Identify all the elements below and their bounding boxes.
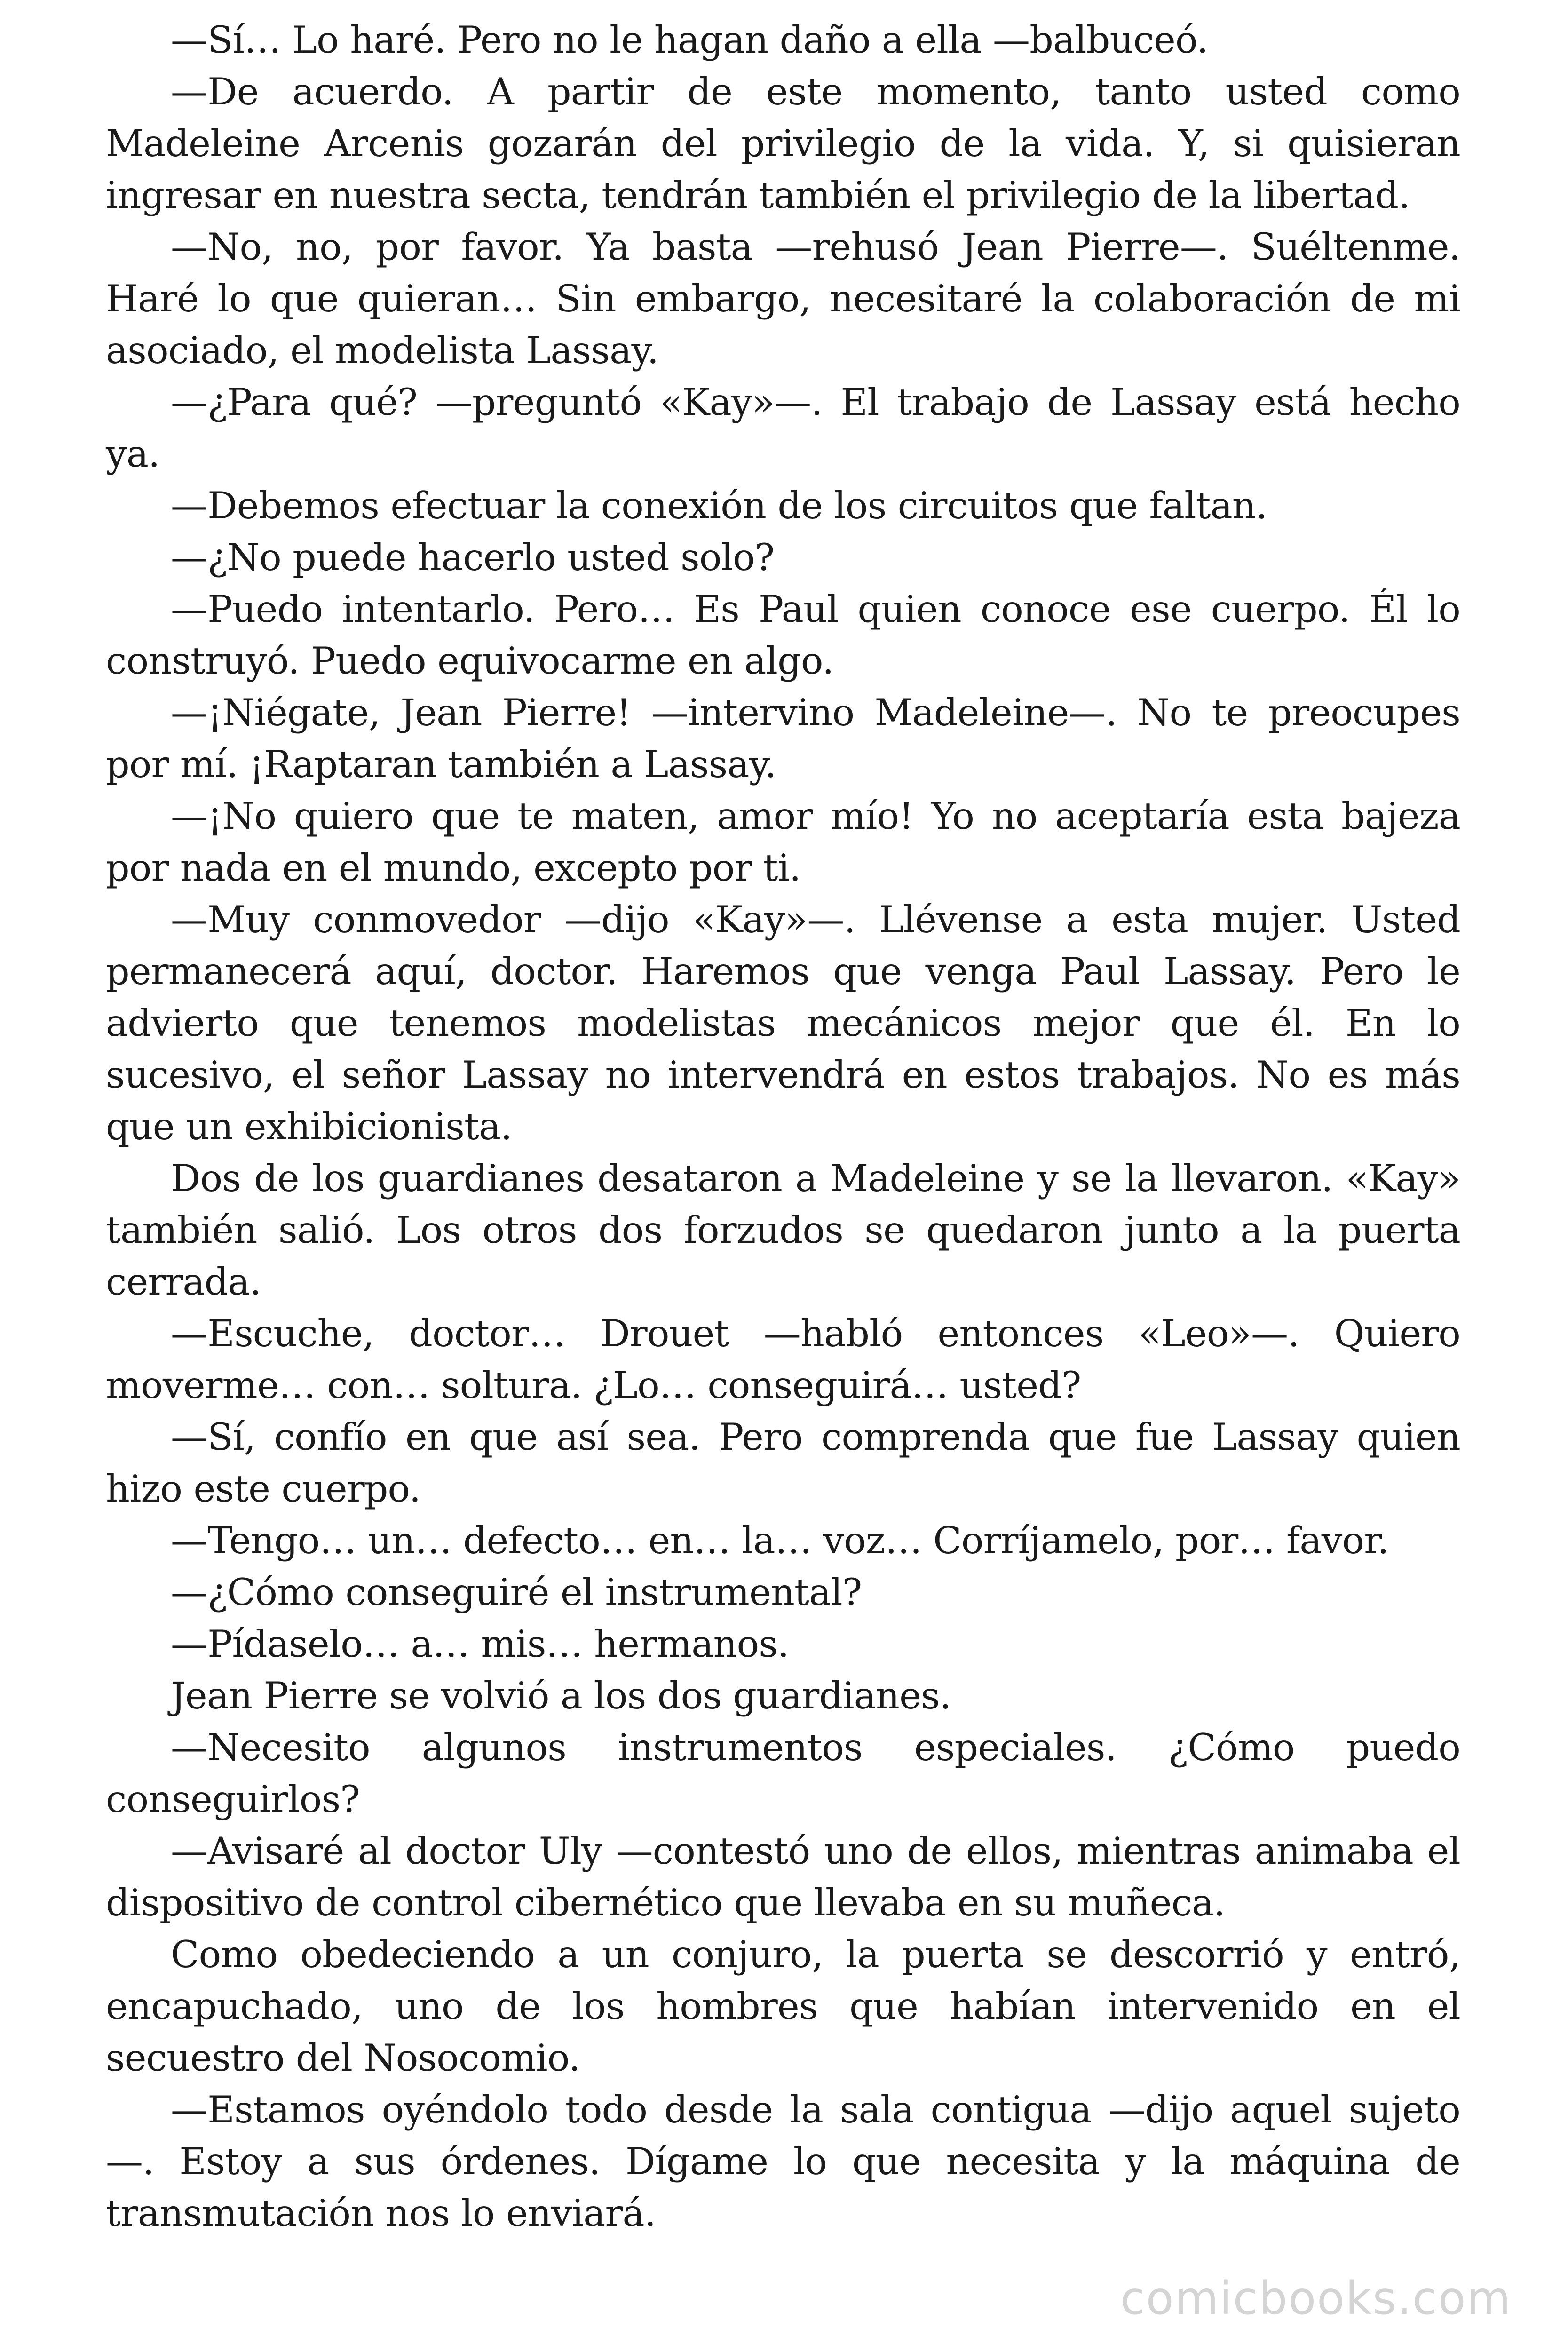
paragraph: Dos de los guardianes desataron a Madeleine y se la llevaron. «Kay» también salió. Los otros dos forzudos se quedaron junto a la puerta cerrada. (106, 1157, 1460, 1303)
paragraph: Jean Pierre se volvió a los dos guardianes. (171, 1674, 951, 1717)
paragraph: —Estamos oyéndolo todo desde la sala contigua —dijo aquel sujeto —. Estoy a sus órdenes. Dígame lo que necesita y la máquina de transmutación nos lo enviará. (106, 2088, 1460, 2235)
paragraph: —No, no, por favor. Ya basta —rehusó Jean Pierre—. Suéltenme. Haré lo que quieran… Sin embargo, necesitaré la colaboración de mi asociado, el modelista Lassay. (106, 225, 1460, 372)
paragraph: —Pídaselo… a… mis… hermanos. (171, 1622, 789, 1666)
paragraph: —Debemos efectuar la conexión de los circuitos que faltan. (171, 484, 1267, 527)
body-text (106, 14, 1460, 2239)
paragraph: —¡Niégate, Jean Pierre! —intervino Madeleine—. No te preocupes por mí. ¡Raptaran también a Lassay. (106, 691, 1460, 786)
paragraph: —Muy conmovedor —dijo «Kay»—. Llévense a esta mujer. Usted permanecerá aquí, doctor. Haremos que venga Paul Lassay. Pero le advierto que tenemos modelistas mecánicos mejor que él. En lo sucesivo, el señor Lassay no intervendrá en estos trabajos. No es más que un exhibicionista. (106, 898, 1460, 1148)
paragraph: —Avisaré al doctor Uly —contestó uno de ellos, mientras animaba el dispositivo de control cibernético que llevaba en su muñeca. (106, 1829, 1460, 1924)
paragraph: —¿Cómo conseguiré el instrumental? (171, 1571, 862, 1614)
paragraph: —¿Para qué? —preguntó «Kay»—. El trabajo de Lassay está hecho ya. (106, 381, 1460, 476)
paragraph: —Necesito algunos instrumentos especiales. ¿Cómo puedo conseguirlos? (106, 1726, 1460, 1821)
paragraph: —¿No puede hacerlo usted solo? (171, 536, 775, 579)
paragraph: Como obedeciendo a un conjuro, la puerta se descorrió y entró, encapuchado, uno de los hombres que habían intervenido en el secuestro del Nosocomio. (106, 1933, 1460, 2080)
paragraph: —De acuerdo. A partir de este momento, tanto usted como Madeleine Arcenis gozarán del privilegio de la vida. Y, si quisieran ingresar en nuestra secta, tendrán también el privilegio de la libertad. (106, 70, 1460, 217)
paragraph: —¡No quiero que te maten, amor mío! Yo no aceptaría esta bajeza por nada en el mundo, excepto por ti. (106, 795, 1460, 890)
paragraph: —Sí, confío en que así sea. Pero comprenda que fue Lassay quien hizo este cuerpo. (106, 1415, 1460, 1510)
paragraph: —Puedo intentarlo. Pero… Es Paul quien conoce ese cuerpo. Él lo construyó. Puedo equivocarme en algo. (106, 588, 1460, 683)
watermark: comicbooks.com (1120, 2272, 1512, 2325)
paragraph: —Escuche, doctor… Drouet —habló entonces «Leo»—. Quiero moverme… con… soltura. ¿Lo… conseguirá… usted? (106, 1312, 1460, 1407)
paragraph: —Tengo… un… defecto… en… la… voz… Corríjamelo, por… favor. (171, 1519, 1389, 1562)
paragraph: —Sí… Lo haré. Pero no le hagan daño a ella —balbuceó. (171, 18, 1208, 62)
